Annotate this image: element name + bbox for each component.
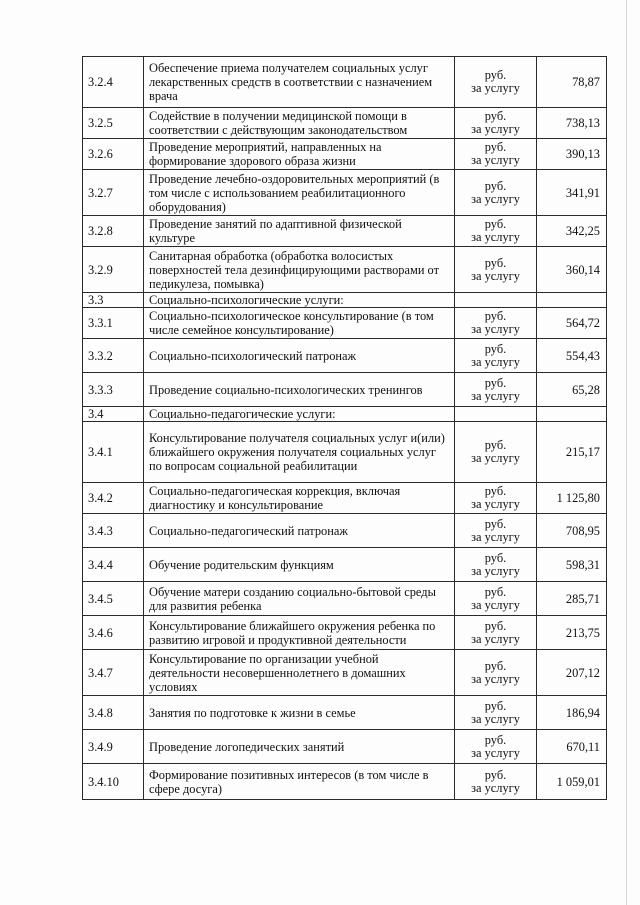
service-row: [83, 764, 607, 800]
service-code: 3.2.7: [83, 170, 144, 216]
service-row: [83, 483, 607, 514]
service-row: [83, 616, 607, 650]
unit-cell: [455, 216, 537, 247]
unit-cell: [455, 108, 537, 139]
service-price: 207,12: [537, 650, 607, 696]
service-code: 3.3.3: [83, 373, 144, 407]
service-name: Санитарная обработка (обработка волосистых поверхностей тела дезинфицирующими растворами от педикулеза, помывка): [144, 247, 455, 293]
unit-per-service: за услугу: [471, 745, 520, 760]
unit-per-service: за услугу: [471, 81, 520, 95]
unit-rub: руб.: [484, 658, 507, 673]
unit-cell: [455, 57, 537, 108]
unit-rub: руб.: [484, 255, 507, 270]
service-name: Социально-педагогическая коррекция, включая диагностику и консультирование: [144, 483, 455, 514]
service-price: 390,13: [537, 139, 607, 170]
service-row: [83, 170, 607, 216]
service-price: 78,87: [537, 57, 607, 108]
unit-per-service: за услугу: [471, 268, 520, 283]
unit-rub: руб.: [484, 767, 507, 782]
unit-cell: [455, 650, 537, 696]
service-row: [83, 139, 607, 170]
service-name: Формирование позитивных интересов (в том числе в сфере досуга): [144, 764, 455, 800]
unit-per-service: за услугу: [471, 497, 520, 511]
unit-rub: руб.: [484, 584, 507, 599]
unit-rub: руб.: [484, 550, 507, 565]
unit-rub: руб.: [484, 341, 507, 356]
service-code: 3.4.1: [83, 422, 144, 483]
service-price: 598,31: [537, 548, 607, 582]
service-code: 3.4.10: [83, 764, 144, 800]
unit-rub: руб.: [484, 109, 507, 123]
unit-per-service: за услугу: [471, 597, 520, 612]
unit-rub: руб.: [484, 309, 507, 323]
unit-cell: [455, 407, 537, 422]
service-name: Обеспечение приема получателем социальных услуг лекарственных средств в соответствии с назначением врача: [144, 57, 455, 108]
service-price: 708,95: [537, 514, 607, 548]
service-code: 3.4.6: [83, 616, 144, 650]
section-title: Социально-психологические услуги:: [144, 293, 455, 308]
service-name: Проведение социально-психологических тренингов: [144, 373, 455, 407]
service-name: Консультирование ближайшего окружения ребенка по развитию игровой и продуктивной деятельности: [144, 616, 455, 650]
section-row: [83, 407, 607, 422]
service-code: 3.2.6: [83, 139, 144, 170]
service-row: [83, 422, 607, 483]
unit-cell: [455, 616, 537, 650]
unit-rub: руб.: [484, 438, 507, 452]
scan-edge-line: [626, 0, 627, 905]
service-name: Консультирование по организации учебной деятельности несовершеннолетнего в домашних условиях: [144, 650, 455, 696]
unit-per-service: за услугу: [471, 711, 520, 726]
service-code: 3.4.2: [83, 483, 144, 514]
service-code: 3.4.8: [83, 696, 144, 730]
unit-rub: руб.: [484, 618, 507, 633]
service-code: 3.4.7: [83, 650, 144, 696]
unit-per-service: за услугу: [471, 153, 520, 167]
unit-cell: [455, 373, 537, 407]
service-code: 3.4.3: [83, 514, 144, 548]
unit-per-service: за услугу: [471, 671, 520, 686]
service-code: 3.4.5: [83, 582, 144, 616]
unit-per-service: за услугу: [471, 354, 520, 369]
unit-cell: [455, 247, 537, 293]
service-row: [83, 514, 607, 548]
service-price: 341,91: [537, 170, 607, 216]
unit-per-service: за услугу: [471, 451, 520, 465]
service-name: Проведение мероприятий, направленных на формирование здорового образа жизни: [144, 139, 455, 170]
service-price: 213,75: [537, 616, 607, 650]
service-price: 564,72: [537, 308, 607, 339]
service-code: 3.3.1: [83, 308, 144, 339]
unit-cell: [455, 170, 537, 216]
service-name: Социально-психологическое консультирование (в том числе семейное консультирование): [144, 308, 455, 339]
unit-per-service: за услугу: [471, 563, 520, 578]
service-row: [83, 548, 607, 582]
unit-cell: [455, 293, 537, 308]
unit-cell: [455, 582, 537, 616]
unit-cell: [455, 548, 537, 582]
unit-cell: [455, 696, 537, 730]
unit-cell: [455, 339, 537, 373]
service-price: [537, 407, 607, 422]
service-price: 554,43: [537, 339, 607, 373]
service-code: 3.2.8: [83, 216, 144, 247]
tariff-table: [82, 56, 607, 800]
service-price: [537, 293, 607, 308]
service-row: [83, 339, 607, 373]
section-row: [83, 293, 607, 308]
service-row: [83, 57, 607, 108]
unit-per-service: за услугу: [471, 780, 520, 795]
service-code: 3.2.4: [83, 57, 144, 108]
service-code: 3.3.2: [83, 339, 144, 373]
service-name: Социально-педагогический патронаж: [144, 514, 455, 548]
unit-rub: руб.: [484, 217, 507, 231]
service-row: [83, 373, 607, 407]
service-row: [83, 696, 607, 730]
service-row: [83, 108, 607, 139]
service-name: Социально-психологический патронаж: [144, 339, 455, 373]
unit-per-service: за услугу: [471, 230, 520, 244]
service-price: 285,71: [537, 582, 607, 616]
service-row: [83, 308, 607, 339]
unit-cell: [455, 764, 537, 800]
tariff-table-body: [83, 57, 607, 800]
unit-per-service: за услугу: [471, 122, 520, 136]
service-price: 1 059,01: [537, 764, 607, 800]
unit-per-service: за услугу: [471, 191, 520, 206]
unit-cell: [455, 514, 537, 548]
service-row: [83, 650, 607, 696]
unit-cell: [455, 422, 537, 483]
unit-rub: руб.: [484, 375, 507, 390]
unit-cell: [455, 139, 537, 170]
unit-rub: руб.: [484, 178, 507, 193]
service-name: Проведение логопедических занятий: [144, 730, 455, 764]
unit-rub: руб.: [484, 68, 507, 82]
service-name: Консультирование получателя социальных услуг и(или) ближайшего окружения получателя социальных услуг по вопросам социальной реабилитации: [144, 422, 455, 483]
service-price: 670,11: [537, 730, 607, 764]
service-name: Обучение матери созданию социально-бытовой среды для развития ребенка: [144, 582, 455, 616]
unit-per-service: за услугу: [471, 529, 520, 544]
unit-per-service: за услугу: [471, 388, 520, 403]
unit-cell: [455, 730, 537, 764]
service-price: 342,25: [537, 216, 607, 247]
service-price: 186,94: [537, 696, 607, 730]
unit-per-service: за услугу: [471, 631, 520, 646]
service-code: 3.4: [83, 407, 144, 422]
unit-rub: руб.: [484, 484, 507, 498]
service-row: [83, 582, 607, 616]
service-name: Проведение занятий по адаптивной физической культуре: [144, 216, 455, 247]
service-code: 3.2.5: [83, 108, 144, 139]
service-price: 65,28: [537, 373, 607, 407]
service-name: Проведение лечебно-оздоровительных мероприятий (в том числе с использованием реабилитационного оборудования): [144, 170, 455, 216]
service-price: 360,14: [537, 247, 607, 293]
service-price: 215,17: [537, 422, 607, 483]
unit-rub: руб.: [484, 516, 507, 531]
service-name: Обучение родительским функциям: [144, 548, 455, 582]
service-code: 3.4.9: [83, 730, 144, 764]
service-row: [83, 247, 607, 293]
service-price: 1 125,80: [537, 483, 607, 514]
service-code: 3.3: [83, 293, 144, 308]
unit-cell: [455, 308, 537, 339]
unit-rub: руб.: [484, 698, 507, 713]
service-price: 738,13: [537, 108, 607, 139]
unit-rub: руб.: [484, 140, 507, 154]
service-code: 3.2.9: [83, 247, 144, 293]
unit-cell: [455, 483, 537, 514]
unit-per-service: за услугу: [471, 322, 520, 336]
unit-rub: руб.: [484, 732, 507, 747]
service-row: [83, 730, 607, 764]
service-name: Содействие в получении медицинской помощи в соответствии с действующим законодательством: [144, 108, 455, 139]
service-code: 3.4.4: [83, 548, 144, 582]
service-row: [83, 216, 607, 247]
service-name: Занятия по подготовке к жизни в семье: [144, 696, 455, 730]
section-title: Социально-педагогические услуги:: [144, 407, 455, 422]
